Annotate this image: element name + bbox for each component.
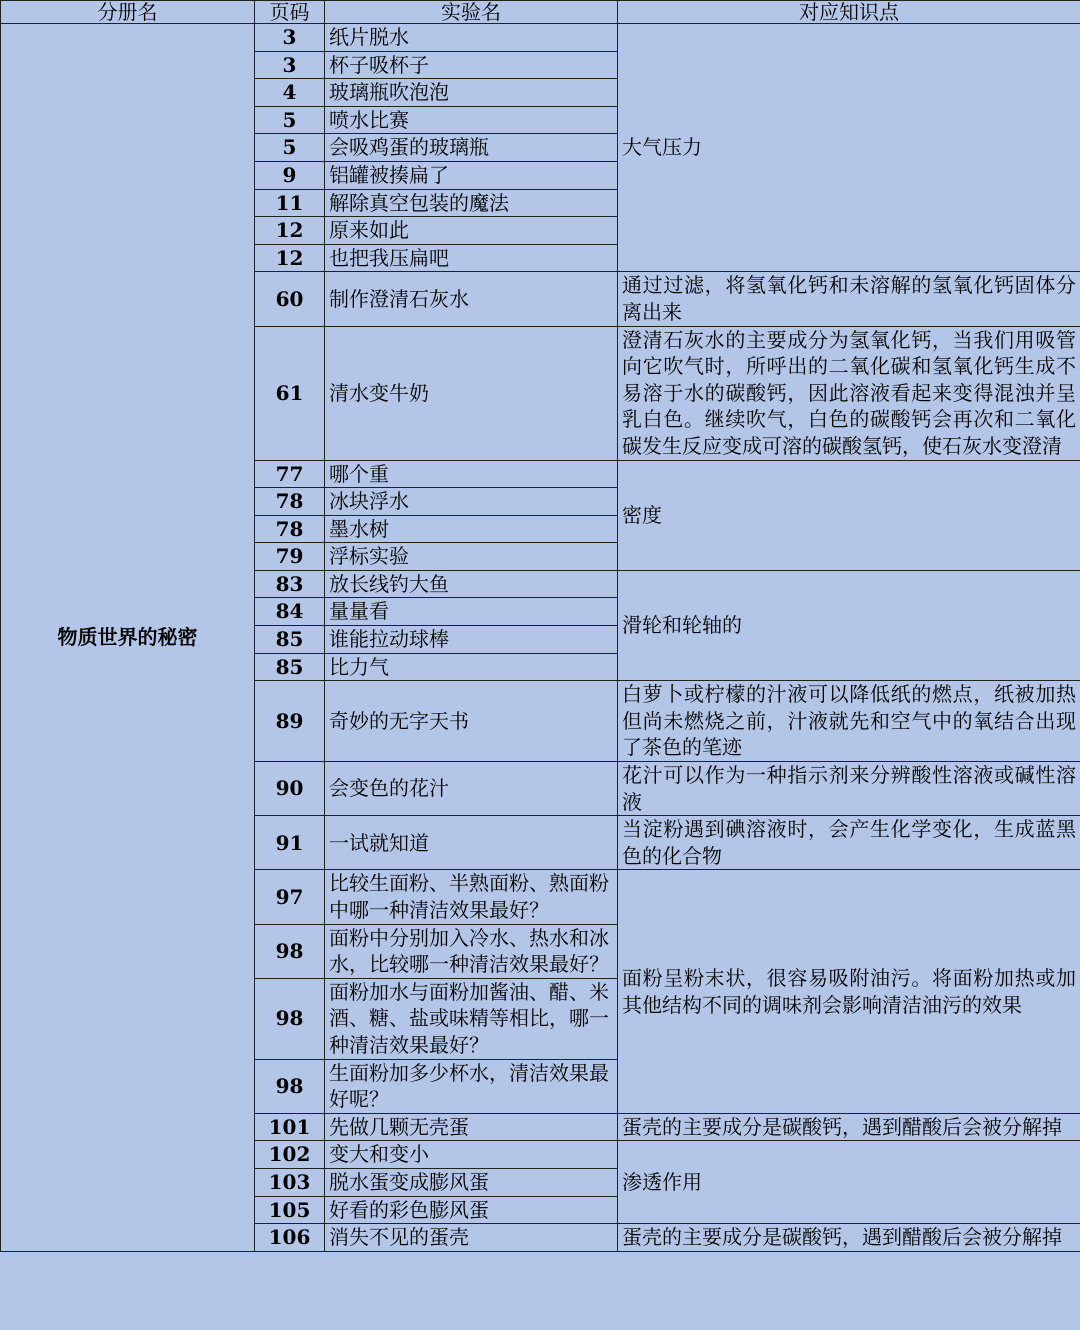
knowledge-cell: 蛋壳的主要成分是碳酸钙，遇到醋酸后会被分解掉 — [618, 1224, 1080, 1252]
page-cell: 103 — [255, 1168, 325, 1196]
experiment-cell: 面粉加水与面粉加酱油、醋、米酒、糖、盐或味精等相比，哪一种清洁效果最好？ — [325, 978, 618, 1059]
page-cell: 12 — [255, 217, 325, 245]
page-cell: 105 — [255, 1196, 325, 1224]
knowledge-cell: 渗透作用 — [618, 1141, 1080, 1224]
page-cell: 3 — [255, 51, 325, 79]
page-cell: 89 — [255, 681, 325, 762]
experiment-cell: 先做几颗无壳蛋 — [325, 1113, 618, 1141]
page-cell: 90 — [255, 762, 325, 816]
knowledge-cell: 花汁可以作为一种指示剂来分辨酸性溶液或碱性溶液 — [618, 762, 1080, 816]
experiment-cell: 消失不见的蛋壳 — [325, 1224, 618, 1252]
knowledge-cell: 当淀粉遇到碘溶液时，会产生化学变化，生成蓝黑色的化合物 — [618, 816, 1080, 870]
experiment-cell: 也把我压扁吧 — [325, 244, 618, 272]
page-cell: 5 — [255, 134, 325, 162]
page-cell: 78 — [255, 488, 325, 516]
experiment-cell: 谁能拉动球棒 — [325, 626, 618, 654]
experiment-cell: 制作澄清石灰水 — [325, 272, 618, 326]
page-cell: 84 — [255, 598, 325, 626]
knowledge-cell: 白萝卜或柠檬的汁液可以降低纸的燃点，纸被加热但尚未燃烧之前，汁液就先和空气中的氧结合出现了茶色的笔迹 — [618, 681, 1080, 762]
page-cell: 97 — [255, 870, 325, 924]
page-cell: 83 — [255, 570, 325, 598]
experiment-cell: 纸片脱水 — [325, 24, 618, 52]
page-cell: 61 — [255, 326, 325, 460]
experiment-cell: 杯子吸杯子 — [325, 51, 618, 79]
page-cell: 5 — [255, 106, 325, 134]
experiment-cell: 清水变牛奶 — [325, 326, 618, 460]
experiment-cell: 玻璃瓶吹泡泡 — [325, 79, 618, 107]
page-cell: 106 — [255, 1224, 325, 1252]
page-cell: 4 — [255, 79, 325, 107]
page-cell: 12 — [255, 244, 325, 272]
experiment-cell: 面粉中分别加入冷水、热水和冰水，比较哪一种清洁效果最好？ — [325, 924, 618, 978]
header-row — [1, 1, 1080, 24]
experiment-cell: 放长线钓大鱼 — [325, 570, 618, 598]
knowledge-cell: 滑轮和轮轴的 — [618, 570, 1080, 680]
table-row — [1, 24, 1080, 52]
page-cell: 60 — [255, 272, 325, 326]
page-cell: 9 — [255, 161, 325, 189]
page-cell: 91 — [255, 816, 325, 870]
experiment-cell: 喷水比赛 — [325, 106, 618, 134]
experiment-cell: 冰块浮水 — [325, 488, 618, 516]
header-experiment: 实验名 — [325, 1, 618, 24]
knowledge-cell: 蛋壳的主要成分是碳酸钙，遇到醋酸后会被分解掉 — [618, 1113, 1080, 1141]
experiment-cell: 比较生面粉、半熟面粉、熟面粉中哪一种清洁效果最好？ — [325, 870, 618, 924]
page-cell: 85 — [255, 626, 325, 654]
experiment-cell: 生面粉加多少杯水，清洁效果最好呢？ — [325, 1059, 618, 1113]
knowledge-cell: 密度 — [618, 460, 1080, 570]
volume-cell: 物质世界的秘密 — [1, 24, 255, 1252]
experiment-cell: 墨水树 — [325, 515, 618, 543]
knowledge-cell: 澄清石灰水的主要成分为氢氧化钙，当我们用吸管向它吹气时，所呼出的二氧化碳和氢氧化钙生成不易溶于水的碳酸钙，因此溶液看起来变得混浊并呈乳白色。继续吹气，白色的碳酸钙会再次和二氧化碳发生反应变成可溶的碳酸氢钙，使石灰水变澄清 — [618, 326, 1080, 460]
page-cell: 98 — [255, 978, 325, 1059]
header-knowledge: 对应知识点 — [618, 1, 1080, 24]
header-page: 页码 — [255, 1, 325, 24]
experiment-cell: 会变色的花汁 — [325, 762, 618, 816]
page-cell: 11 — [255, 189, 325, 217]
page-cell: 98 — [255, 924, 325, 978]
experiment-cell: 会吸鸡蛋的玻璃瓶 — [325, 134, 618, 162]
header-volume: 分册名 — [1, 1, 255, 24]
experiment-cell: 量量看 — [325, 598, 618, 626]
experiment-cell: 奇妙的无字天书 — [325, 681, 618, 762]
page-cell: 77 — [255, 460, 325, 488]
experiment-cell: 比力气 — [325, 653, 618, 681]
experiment-cell: 铝罐被揍扁了 — [325, 161, 618, 189]
experiment-cell: 哪个重 — [325, 460, 618, 488]
experiment-cell: 浮标实验 — [325, 543, 618, 571]
page-cell: 3 — [255, 24, 325, 52]
page-cell: 98 — [255, 1059, 325, 1113]
knowledge-cell: 通过过滤，将氢氧化钙和未溶解的氢氧化钙固体分离出来 — [618, 272, 1080, 326]
experiment-cell: 一试就知道 — [325, 816, 618, 870]
experiment-cell: 脱水蛋变成膨风蛋 — [325, 1168, 618, 1196]
experiment-cell: 变大和变小 — [325, 1141, 618, 1169]
knowledge-cell: 面粉呈粉末状，很容易吸附油污。将面粉加热或加其他结构不同的调味剂会影响清洁油污的效果 — [618, 870, 1080, 1113]
knowledge-cell: 大气压力 — [618, 24, 1080, 272]
page-cell: 101 — [255, 1113, 325, 1141]
page-cell: 78 — [255, 515, 325, 543]
experiment-cell: 解除真空包装的魔法 — [325, 189, 618, 217]
page-cell: 79 — [255, 543, 325, 571]
page-cell: 85 — [255, 653, 325, 681]
page-cell: 102 — [255, 1141, 325, 1169]
experiment-cell: 原来如此 — [325, 217, 618, 245]
experiment-cell: 好看的彩色膨风蛋 — [325, 1196, 618, 1224]
